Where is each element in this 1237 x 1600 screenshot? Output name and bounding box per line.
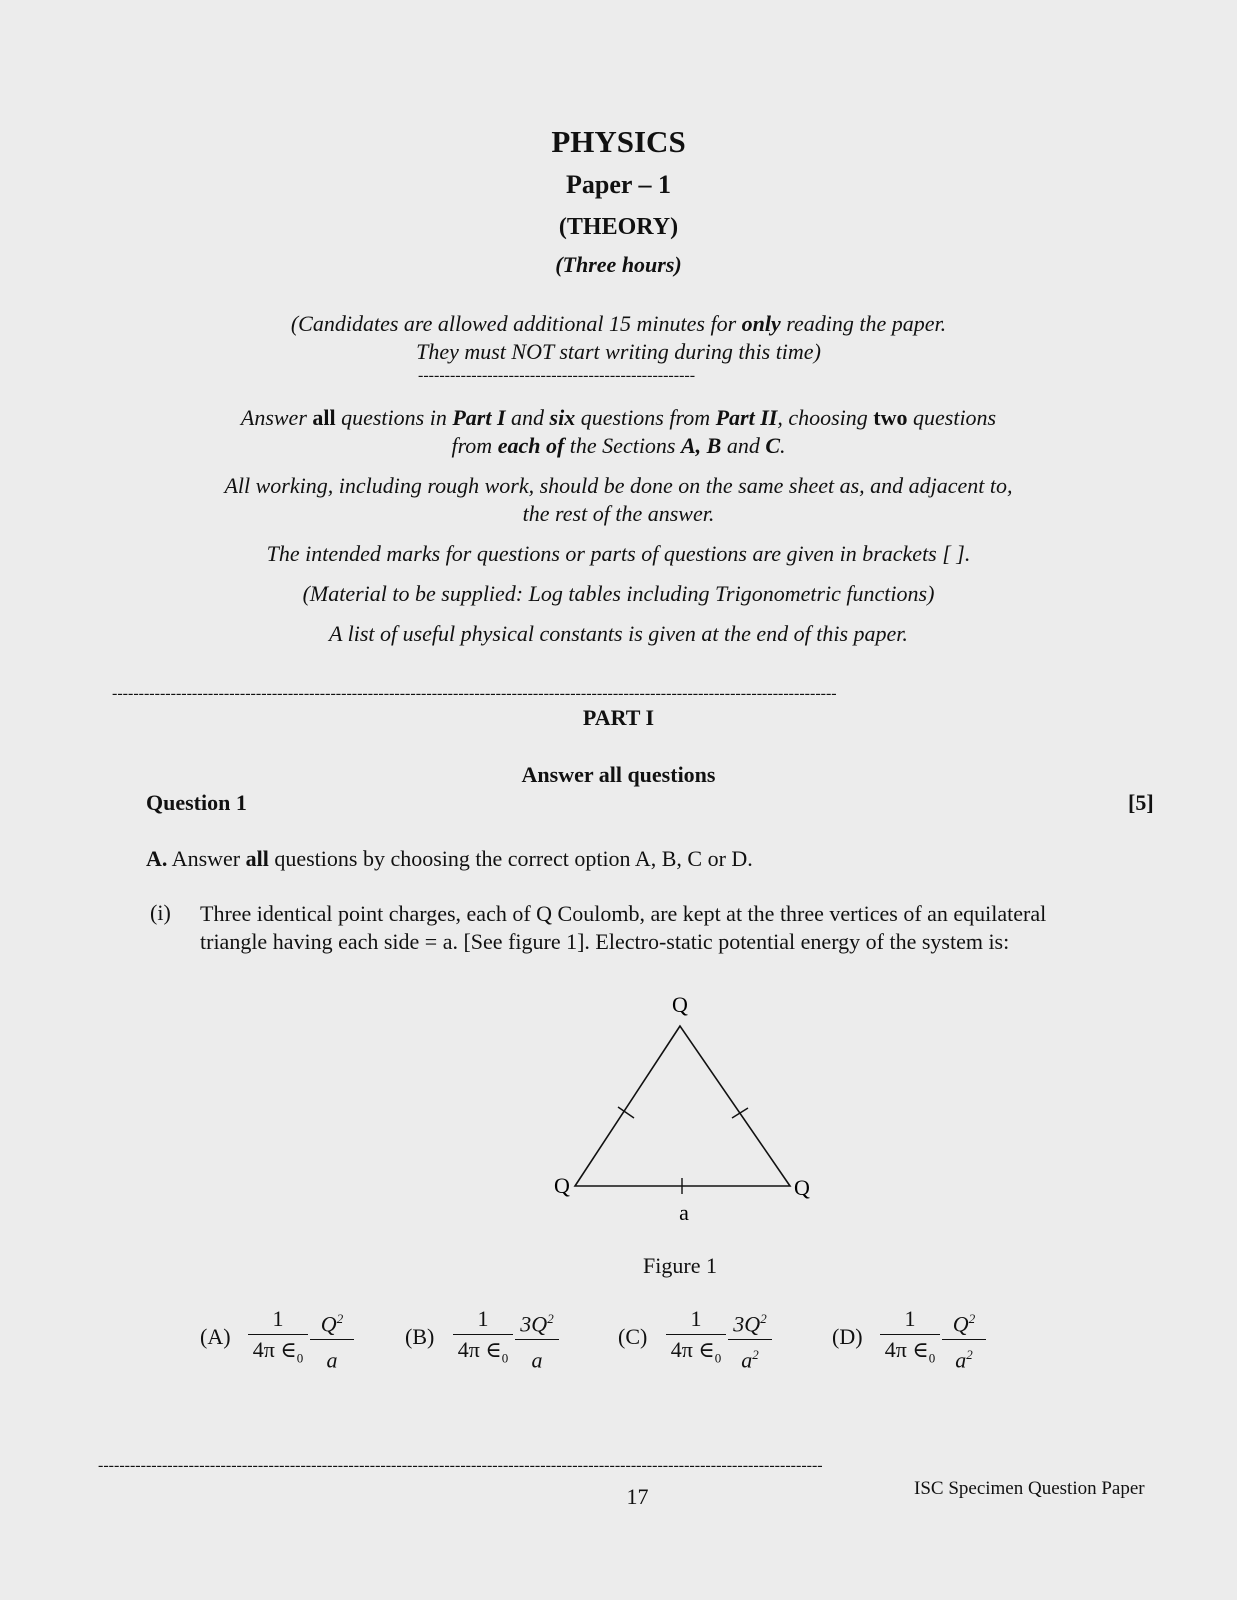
figure-triangle <box>540 990 830 1230</box>
triangle-shape <box>575 1026 790 1186</box>
answer-all-heading: Answer all questions <box>521 762 716 787</box>
coefficient-fraction: 1 4π $\in_0$ <box>453 1306 513 1371</box>
paper-number: Paper – 1 <box>566 170 671 199</box>
item-text: Three identical point charges, each of Q Coulomb, are kept at the three vertices of an equilateral triangle having each side = a. [See figure 1]. Electro-static potential energy of the system is: <box>200 901 1047 954</box>
item-number: (i) <box>150 900 171 925</box>
option-label: (A) <box>200 1324 231 1349</box>
footer-title: ISC Specimen Question Paper <box>914 1478 1145 1499</box>
figure-caption: Figure 1 <box>643 1253 717 1278</box>
vertex-left-label: Q <box>554 1173 570 1198</box>
instruction-constants: A list of useful physical constants is given at the end of this paper. <box>329 621 908 646</box>
question-label: Question 1 <box>146 790 247 815</box>
option-label: (D) <box>832 1324 863 1349</box>
tick-right <box>732 1108 748 1118</box>
coefficient-fraction: 1 4π $\in_0$ <box>248 1306 308 1371</box>
coefficient-fraction: 1 4π $\in_0$ <box>666 1306 726 1371</box>
paper-duration: (Three hours) <box>555 252 682 277</box>
footer-divider: ---------------------------------------------------------------------------------------------------------------------------------------- <box>98 1458 823 1474</box>
section-a-instruction: A. Answer all questions by choosing the correct option A, B, C or D. <box>146 846 753 871</box>
reading-note-line2: They must NOT start writing during this time) <box>416 339 821 364</box>
instruction-answer: Answer all questions in Part I and six questions from Part II, choosing two questions from each of the Sections A, B and C. <box>240 405 997 458</box>
option-label: (B) <box>405 1324 435 1349</box>
instruction-material: (Material to be supplied: Log tables including Trigonometric functions) <box>302 581 935 606</box>
reading-note <box>0 310 1237 366</box>
coefficient-fraction: 1 4π $\in_0$ <box>880 1306 940 1371</box>
variable-fraction: $Q^2$ $a^2$ <box>942 1306 986 1374</box>
variable-fraction: $3Q^2$ $a^2$ <box>728 1306 772 1374</box>
side-label: a <box>679 1200 689 1225</box>
page-number: 17 <box>626 1484 649 1509</box>
long-divider: ---------------------------------------------------------------------------------------------------------------------------------------- <box>112 686 837 702</box>
vertex-top-label: Q <box>672 992 688 1017</box>
reading-note-line1: (Candidates are allowed additional 15 minutes for only reading the paper. <box>290 311 947 336</box>
variable-fraction: $Q^2$ a <box>310 1306 354 1374</box>
option-label: (C) <box>618 1324 648 1349</box>
paper-type: (THEORY) <box>558 214 679 240</box>
instruction-working: All working, including rough work, should be done on the same sheet as, and adjacent to, the rest of the answer. <box>224 473 1013 526</box>
question-marks: [5] <box>1128 790 1154 815</box>
instruction-marks: The intended marks for questions or parts of questions are given in brackets [ ]. <box>266 541 971 566</box>
subject-title: PHYSICS <box>551 124 686 159</box>
variable-fraction: $3Q^2$ a <box>515 1306 559 1374</box>
short-divider: ---------------------------------------------------- <box>418 368 696 384</box>
part-heading: PART I <box>582 705 655 730</box>
vertex-right-label: Q <box>794 1175 810 1200</box>
